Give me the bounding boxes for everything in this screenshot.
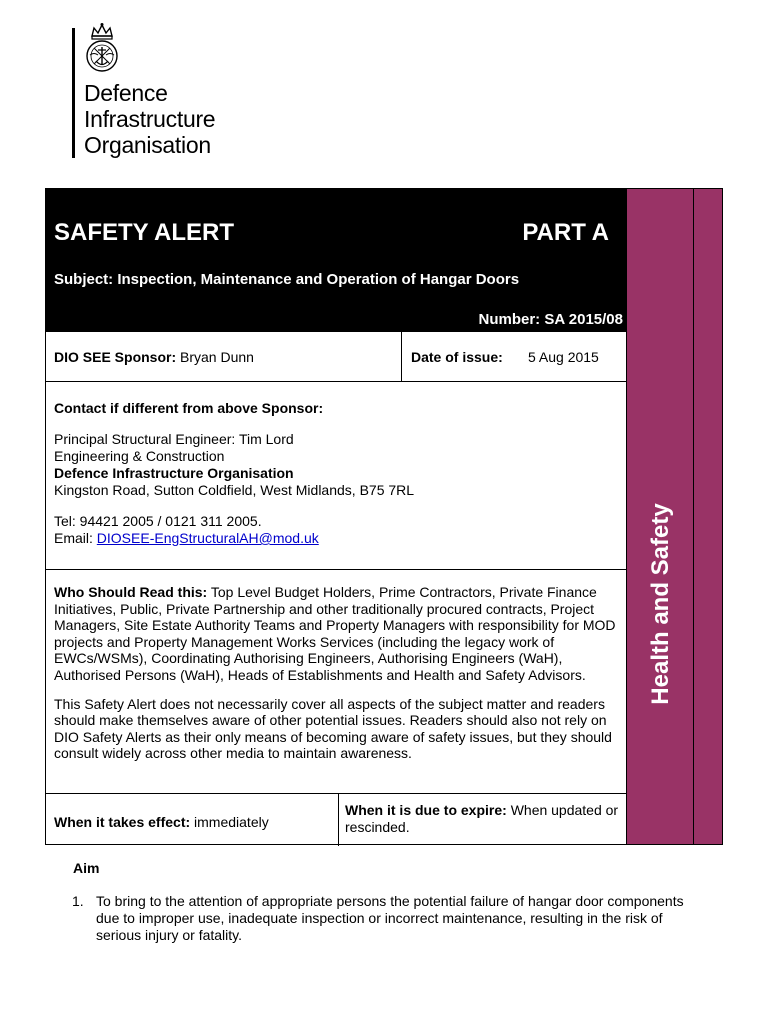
aim-item xyxy=(72,893,692,944)
who-should-read-row xyxy=(46,569,627,793)
contact-department: Engineering & Construction xyxy=(54,448,225,464)
alert-header xyxy=(46,189,627,331)
alert-title: SAFETY ALERT xyxy=(54,219,235,246)
takes-effect-cell xyxy=(46,794,339,846)
logo-line-3: Organisation xyxy=(84,132,211,158)
contact-email-line xyxy=(54,530,619,547)
disclaimer-text: This Safety Alert does not necessarily cover all aspects of the subject matter and readers should make themselves aware of other potential issues. Readers should also not rely on DIO Safety Alerts as their only means of becoming aware of safety issues, but they should consult widely across other media to maintain awareness. xyxy=(54,695,612,762)
sponsor-row xyxy=(46,331,627,381)
who-should-read-text xyxy=(54,584,624,684)
takes-effect-value: immediately xyxy=(194,814,269,830)
email-link[interactable]: DIOSEE-EngStructuralAH@mod.uk xyxy=(96,530,319,546)
contact-telephone: Tel: 94421 2005 / 0121 311 2005. xyxy=(54,513,262,529)
date-of-issue-value: 5 Aug 2015 xyxy=(528,349,599,365)
expiry-cell xyxy=(345,802,625,836)
logo-rule xyxy=(72,28,75,158)
band-divider xyxy=(693,189,694,844)
sponsor-value: Bryan Dunn xyxy=(180,349,254,365)
logo-line-2: Infrastructure xyxy=(84,106,216,132)
health-and-safety-band xyxy=(626,189,722,844)
dio-logo xyxy=(72,22,272,162)
date-of-issue-label: Date of issue: xyxy=(411,349,503,365)
who-should-read-label: Who Should Read this: xyxy=(54,584,208,600)
contact-role: Principal Structural Engineer: Tim Lord xyxy=(54,431,294,447)
logo-wordmark xyxy=(84,80,215,158)
sponsor-label: DIO SEE Sponsor: xyxy=(54,349,177,365)
aim-list xyxy=(72,893,692,944)
contact-row xyxy=(46,381,627,569)
aim-item-number: 1. xyxy=(72,893,84,909)
aim-item-text: To bring to the attention of appropriate persons the potential failure of hangar door components due to improper use, inadequate inspection or incorrect maintenance, resulting in the risk of serious injury or fatality. xyxy=(96,893,684,943)
who-should-read-list: Top Level Budget Holders, Prime Contractors, Private Finance Initiatives, Public, Private Partnership and other traditionally procured contracts, Project Managers, Site Estate Authority Teams and Property Managers with responsibility for MOD projects and Property Management Works Services (including the legacy work of EWCs/WSMs), Coordinating Authorising Engineers, Authorising Engineers (WaH), Authorised Persons (WaH), Heads of Establishments and Health and Safety Advisors. xyxy=(54,584,616,683)
aim-heading: Aim xyxy=(73,860,100,876)
contact-heading: Contact if different from above Sponsor: xyxy=(54,400,324,416)
alert-number: Number: SA 2015/08 xyxy=(478,311,623,328)
contact-address: Kingston Road, Sutton Coldfield, West Midlands, B75 7RL xyxy=(54,482,415,498)
alert-subject: Subject: Inspection, Maintenance and Operation of Hangar Doors xyxy=(54,271,520,288)
contact-organisation: Defence Infrastructure Organisation xyxy=(54,465,294,481)
effect-row xyxy=(46,793,627,846)
safety-alert-table xyxy=(45,188,723,845)
crown-crest-icon xyxy=(84,22,120,76)
health-and-safety-label: Health and Safety xyxy=(647,503,674,705)
takes-effect-label: When it takes effect: xyxy=(54,814,191,830)
email-label: Email: xyxy=(54,530,97,546)
expiry-label: When it is due to expire: xyxy=(345,802,507,818)
sponsor-cell xyxy=(46,332,402,381)
expiry-value: When updated or rescinded. xyxy=(345,802,619,835)
alert-part: PART A xyxy=(522,219,609,246)
date-of-issue-cell xyxy=(403,332,627,381)
logo-line-1: Defence xyxy=(84,80,168,106)
